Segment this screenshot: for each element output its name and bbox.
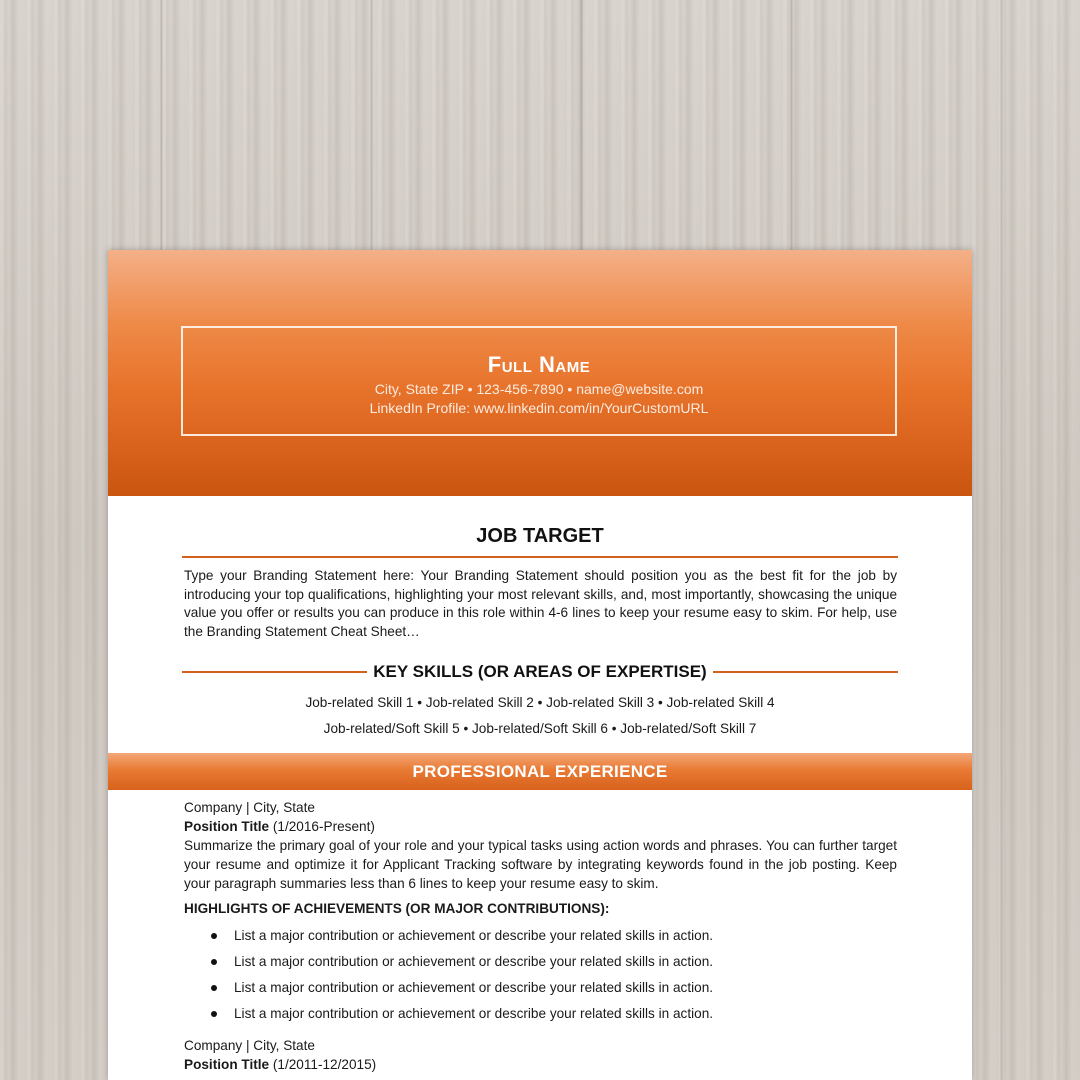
list-item: List a major contribution or achievement or describe your related skills in action. xyxy=(184,923,897,949)
key-skills-heading: KEY SKILLS (OR AREAS OF EXPERTISE) xyxy=(373,662,707,681)
company-line: Company | City, State xyxy=(184,1038,315,1053)
divider xyxy=(713,671,898,673)
header-box xyxy=(181,326,897,436)
key-skills-heading-row xyxy=(182,660,898,684)
job-entry xyxy=(184,1036,897,1074)
position-line xyxy=(184,1055,897,1074)
contact-line: City, State ZIP • 123-456-7890 • name@website.com xyxy=(374,381,704,397)
highlights-list xyxy=(184,923,897,1027)
highlights-heading xyxy=(184,899,897,918)
job-target-heading: JOB TARGET xyxy=(476,525,604,547)
list-item: List a major contribution or achievement or describe your related skills in action. xyxy=(184,949,897,975)
list-item: List a major contribution or achievement or describe your related skills in action. xyxy=(184,975,897,1001)
position-line xyxy=(184,817,897,836)
position-dates: (1/2016-Present) xyxy=(272,819,375,834)
linkedin-line: LinkedIn Profile: www.linkedin.com/in/YourCustomURL xyxy=(369,400,709,416)
company-line: Company | City, State xyxy=(184,800,315,815)
full-name: Full Name xyxy=(487,352,591,377)
divider xyxy=(182,671,367,673)
resume-page xyxy=(108,250,972,1080)
position-dates: (1/2011-12/2015) xyxy=(272,1057,377,1072)
skills-line-1: Job-related Skill 1 • Job-related Skill 2 • Job-related Skill 3 • Job-related Skill 4 xyxy=(305,695,775,710)
highlights-title: HIGHLIGHTS OF ACHIEVEMENTS (OR MAJOR CONTRIBUTIONS) xyxy=(184,901,605,916)
skills-line-2: Job-related/Soft Skill 5 • Job-related/Soft Skill 6 • Job-related/Soft Skill 7 xyxy=(323,721,757,736)
job-summary: Summarize the primary goal of your role and your typical tasks using action words and phrases. You can further target your resume and optimize it for Applicant Tracking software by integrating keywords found in the job posting. Keep your paragraph summaries less than 6 lines to keep your resume easy to skim. xyxy=(184,838,897,891)
position-title: Position Title xyxy=(184,819,270,834)
position-title: Position Title xyxy=(184,1057,270,1072)
job-entry xyxy=(184,798,897,1027)
list-item: List a major contribution or achievement or describe your related skills in action. xyxy=(184,1001,897,1027)
highlights-suffix: : xyxy=(604,901,610,916)
branding-statement: Type your Branding Statement here: Your Branding Statement should position you as the best fit for the job by introducing your top qualifications, highlighting your most relevant skills, and, most importantly, showcasing the unique value you offer or results you can produce in this role within 4-6 lines to keep your resume easy to skim. For help, use the Branding Statement Cheat Sheet… xyxy=(184,568,897,639)
professional-experience-heading: PROFESSIONAL EXPERIENCE xyxy=(108,753,972,790)
job-target-rule xyxy=(182,556,898,558)
header-band xyxy=(108,250,972,496)
